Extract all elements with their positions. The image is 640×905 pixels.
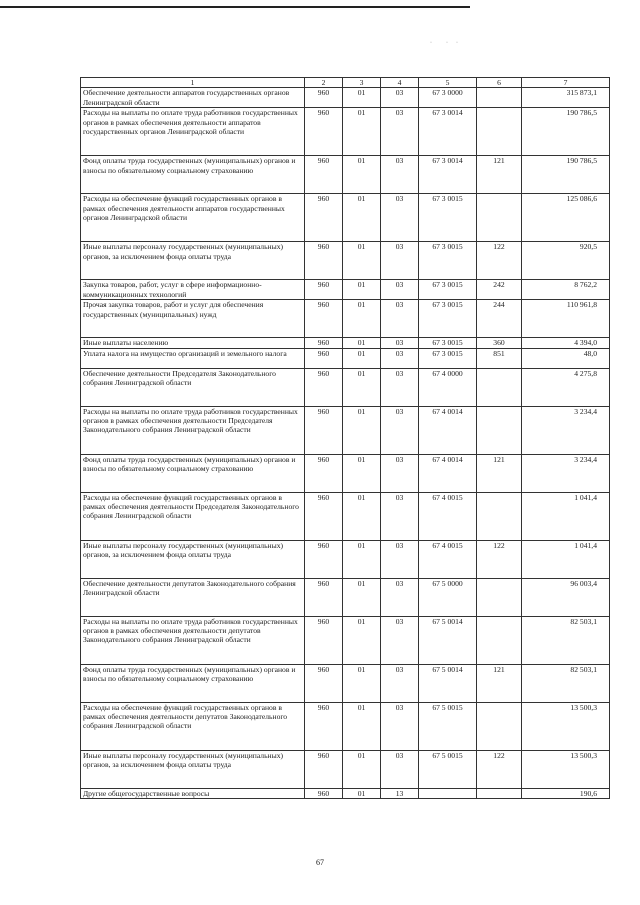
cell-subsection-code: 03 xyxy=(381,338,419,348)
cell-amount: 190 786,5 xyxy=(522,156,610,194)
table-row xyxy=(81,338,610,348)
table-row xyxy=(81,616,610,664)
cell-ministry-code: 960 xyxy=(305,492,343,540)
cell-expense-kind: 244 xyxy=(477,300,522,338)
row-name: Закупка товаров, работ, услуг в сфере информационно-коммуникационных технологий xyxy=(81,280,305,300)
cell-subsection-code: 13 xyxy=(381,788,419,798)
cell-section-code: 01 xyxy=(343,242,381,280)
cell-amount: 82 503,1 xyxy=(522,664,610,702)
cell-ministry-code: 960 xyxy=(305,368,343,406)
cell-target-code: 67 4 0015 xyxy=(419,492,477,540)
cell-subsection-code: 03 xyxy=(381,348,419,368)
cell-amount: 4 275,8 xyxy=(522,368,610,406)
top-rule xyxy=(0,6,470,8)
cell-subsection-code: 03 xyxy=(381,750,419,788)
cell-section-code: 01 xyxy=(343,616,381,664)
cell-section-code: 01 xyxy=(343,280,381,300)
cell-section-code: 01 xyxy=(343,108,381,156)
cell-target-code: 67 3 0015 xyxy=(419,242,477,280)
cell-subsection-code: 03 xyxy=(381,616,419,664)
row-name: Иные выплаты населению xyxy=(81,338,305,348)
cell-ministry-code: 960 xyxy=(305,194,343,242)
cell-expense-kind: 122 xyxy=(477,750,522,788)
cell-expense-kind: 242 xyxy=(477,280,522,300)
cell-amount: 110 961,8 xyxy=(522,300,610,338)
column-number: 6 xyxy=(477,78,522,88)
cell-ministry-code: 960 xyxy=(305,300,343,338)
cell-amount: 13 500,3 xyxy=(522,702,610,750)
cell-section-code: 01 xyxy=(343,702,381,750)
cell-ministry-code: 960 xyxy=(305,156,343,194)
cell-subsection-code: 03 xyxy=(381,300,419,338)
cell-amount: 4 394,0 xyxy=(522,338,610,348)
cell-subsection-code: 03 xyxy=(381,280,419,300)
row-name: Расходы на выплаты по оплате труда работников государственных органов в рамках обеспечения деятельности аппаратов государственных органов Ленинградской области xyxy=(81,108,305,156)
cell-target-code: 67 4 0000 xyxy=(419,368,477,406)
row-name: Прочая закупка товаров, работ и услуг для обеспечения государственных (муниципальных) нужд xyxy=(81,300,305,338)
cell-subsection-code: 03 xyxy=(381,540,419,578)
row-name: Обеспечение деятельности Председателя Законодательного собрания Ленинградской области xyxy=(81,368,305,406)
cell-section-code: 01 xyxy=(343,194,381,242)
cell-ministry-code: 960 xyxy=(305,702,343,750)
row-name: Иные выплаты персоналу государственных (муниципальных) органов, за исключением фонда оплаты труда xyxy=(81,242,305,280)
cell-target-code: 67 5 0014 xyxy=(419,664,477,702)
cell-expense-kind xyxy=(477,578,522,616)
scan-speck: · xyxy=(456,40,458,46)
row-name: Иные выплаты персоналу государственных (муниципальных) органов, за исключением фонда оплаты труда xyxy=(81,540,305,578)
cell-target-code: 67 3 0015 xyxy=(419,194,477,242)
cell-ministry-code: 960 xyxy=(305,280,343,300)
cell-amount: 190 786,5 xyxy=(522,108,610,156)
cell-amount: 48,0 xyxy=(522,348,610,368)
cell-section-code: 01 xyxy=(343,750,381,788)
cell-ministry-code: 960 xyxy=(305,242,343,280)
row-name: Фонд оплаты труда государственных (муниципальных) органов и взносы по обязательному социальному страхованию xyxy=(81,454,305,492)
cell-ministry-code: 960 xyxy=(305,108,343,156)
cell-target-code xyxy=(419,788,477,798)
cell-expense-kind: 360 xyxy=(477,338,522,348)
cell-ministry-code: 960 xyxy=(305,454,343,492)
table-row xyxy=(81,300,610,338)
cell-section-code: 01 xyxy=(343,300,381,338)
cell-subsection-code: 03 xyxy=(381,156,419,194)
row-name: Другие общегосударственные вопросы xyxy=(81,788,305,798)
cell-ministry-code: 960 xyxy=(305,348,343,368)
cell-section-code: 01 xyxy=(343,540,381,578)
table-body xyxy=(81,78,610,799)
cell-amount: 8 762,2 xyxy=(522,280,610,300)
cell-expense-kind: 121 xyxy=(477,454,522,492)
table-row xyxy=(81,368,610,406)
scan-speck: · xyxy=(430,40,432,46)
cell-section-code: 01 xyxy=(343,348,381,368)
cell-amount: 1 041,4 xyxy=(522,492,610,540)
cell-section-code: 01 xyxy=(343,578,381,616)
cell-target-code: 67 4 0014 xyxy=(419,454,477,492)
cell-subsection-code: 03 xyxy=(381,492,419,540)
table-row xyxy=(81,88,610,108)
cell-target-code: 67 3 0014 xyxy=(419,156,477,194)
table-row xyxy=(81,788,610,798)
column-number: 5 xyxy=(419,78,477,88)
cell-ministry-code: 960 xyxy=(305,406,343,454)
column-number: 4 xyxy=(381,78,419,88)
cell-target-code: 67 4 0015 xyxy=(419,540,477,578)
cell-section-code: 01 xyxy=(343,406,381,454)
row-name: Иные выплаты персоналу государственных (муниципальных) органов, за исключением фонда оплаты труда xyxy=(81,750,305,788)
column-number: 7 xyxy=(522,78,610,88)
cell-subsection-code: 03 xyxy=(381,194,419,242)
table-row xyxy=(81,702,610,750)
cell-expense-kind xyxy=(477,492,522,540)
cell-subsection-code: 03 xyxy=(381,454,419,492)
column-number: 2 xyxy=(305,78,343,88)
column-number-row xyxy=(81,78,610,88)
table-row xyxy=(81,108,610,156)
table-row xyxy=(81,750,610,788)
cell-target-code: 67 5 0000 xyxy=(419,578,477,616)
cell-amount: 13 500,3 xyxy=(522,750,610,788)
cell-amount: 920,5 xyxy=(522,242,610,280)
cell-target-code: 67 3 0014 xyxy=(419,108,477,156)
cell-expense-kind xyxy=(477,788,522,798)
cell-ministry-code: 960 xyxy=(305,88,343,108)
page-number: 67 xyxy=(316,858,324,867)
cell-amount: 96 003,4 xyxy=(522,578,610,616)
cell-ministry-code: 960 xyxy=(305,664,343,702)
cell-expense-kind xyxy=(477,702,522,750)
table-row xyxy=(81,348,610,368)
cell-subsection-code: 03 xyxy=(381,702,419,750)
cell-expense-kind: 121 xyxy=(477,156,522,194)
cell-target-code: 67 5 0014 xyxy=(419,616,477,664)
cell-ministry-code: 960 xyxy=(305,616,343,664)
cell-target-code: 67 5 0015 xyxy=(419,702,477,750)
cell-section-code: 01 xyxy=(343,88,381,108)
table-row xyxy=(81,406,610,454)
cell-section-code: 01 xyxy=(343,338,381,348)
table-row xyxy=(81,280,610,300)
cell-subsection-code: 03 xyxy=(381,368,419,406)
row-name: Обеспечение деятельности депутатов Законодательного собрания Ленинградской области xyxy=(81,578,305,616)
table-row xyxy=(81,492,610,540)
cell-expense-kind xyxy=(477,368,522,406)
cell-ministry-code: 960 xyxy=(305,788,343,798)
cell-target-code: 67 5 0015 xyxy=(419,750,477,788)
cell-amount: 3 234,4 xyxy=(522,406,610,454)
cell-expense-kind: 122 xyxy=(477,242,522,280)
cell-amount: 190,6 xyxy=(522,788,610,798)
cell-section-code: 01 xyxy=(343,156,381,194)
cell-ministry-code: 960 xyxy=(305,338,343,348)
cell-amount: 82 503,1 xyxy=(522,616,610,664)
table-row xyxy=(81,664,610,702)
row-name: Фонд оплаты труда государственных (муниципальных) органов и взносы по обязательному социальному страхованию xyxy=(81,156,305,194)
table-row xyxy=(81,156,610,194)
cell-target-code: 67 3 0015 xyxy=(419,300,477,338)
row-name: Уплата налога на имущество организаций и земельного налога xyxy=(81,348,305,368)
cell-target-code: 67 3 0015 xyxy=(419,280,477,300)
column-number: 3 xyxy=(343,78,381,88)
cell-section-code: 01 xyxy=(343,492,381,540)
row-name: Расходы на выплаты по оплате труда работников государственных органов в рамках обеспечения деятельности депутатов Законодательного собрания Ленинградской области xyxy=(81,616,305,664)
cell-expense-kind xyxy=(477,616,522,664)
cell-expense-kind xyxy=(477,406,522,454)
cell-target-code: 67 4 0014 xyxy=(419,406,477,454)
cell-ministry-code: 960 xyxy=(305,540,343,578)
cell-section-code: 01 xyxy=(343,368,381,406)
table-row xyxy=(81,194,610,242)
cell-section-code: 01 xyxy=(343,664,381,702)
scan-speck: · xyxy=(446,40,448,46)
cell-expense-kind: 122 xyxy=(477,540,522,578)
table-row xyxy=(81,242,610,280)
cell-subsection-code: 03 xyxy=(381,406,419,454)
cell-subsection-code: 03 xyxy=(381,664,419,702)
row-name: Фонд оплаты труда государственных (муниципальных) органов и взносы по обязательному социальному страхованию xyxy=(81,664,305,702)
cell-target-code: 67 3 0015 xyxy=(419,348,477,368)
row-name: Расходы на обеспечение функций государственных органов в рамках обеспечения деятельности Председателя Законодательного собрания Ленинградской области xyxy=(81,492,305,540)
cell-section-code: 01 xyxy=(343,788,381,798)
cell-amount: 1 041,4 xyxy=(522,540,610,578)
table-row xyxy=(81,540,610,578)
cell-section-code: 01 xyxy=(343,454,381,492)
cell-subsection-code: 03 xyxy=(381,242,419,280)
column-number: 1 xyxy=(81,78,305,88)
cell-target-code: 67 3 0015 xyxy=(419,338,477,348)
cell-subsection-code: 03 xyxy=(381,88,419,108)
cell-expense-kind xyxy=(477,108,522,156)
cell-expense-kind: 121 xyxy=(477,664,522,702)
table-row xyxy=(81,454,610,492)
cell-expense-kind xyxy=(477,194,522,242)
row-name: Обеспечение деятельности аппаратов государственных органов Ленинградской области xyxy=(81,88,305,108)
row-name: Расходы на обеспечение функций государственных органов в рамках обеспечения деятельности депутатов Законодательного собрания Ленинградской области xyxy=(81,702,305,750)
cell-expense-kind: 851 xyxy=(477,348,522,368)
cell-subsection-code: 03 xyxy=(381,108,419,156)
table-row xyxy=(81,578,610,616)
cell-expense-kind xyxy=(477,88,522,108)
cell-amount: 125 086,6 xyxy=(522,194,610,242)
budget-table xyxy=(80,77,610,799)
cell-target-code: 67 3 0000 xyxy=(419,88,477,108)
cell-amount: 315 873,1 xyxy=(522,88,610,108)
cell-amount: 3 234,4 xyxy=(522,454,610,492)
row-name: Расходы на обеспечение функций государственных органов в рамках обеспечения деятельности аппаратов государственных органов Ленинградской области xyxy=(81,194,305,242)
cell-subsection-code: 03 xyxy=(381,578,419,616)
cell-ministry-code: 960 xyxy=(305,750,343,788)
cell-ministry-code: 960 xyxy=(305,578,343,616)
row-name: Расходы на выплаты по оплате труда работников государственных органов в рамках обеспечения деятельности Председателя Законодательного собрания Ленинградской области xyxy=(81,406,305,454)
